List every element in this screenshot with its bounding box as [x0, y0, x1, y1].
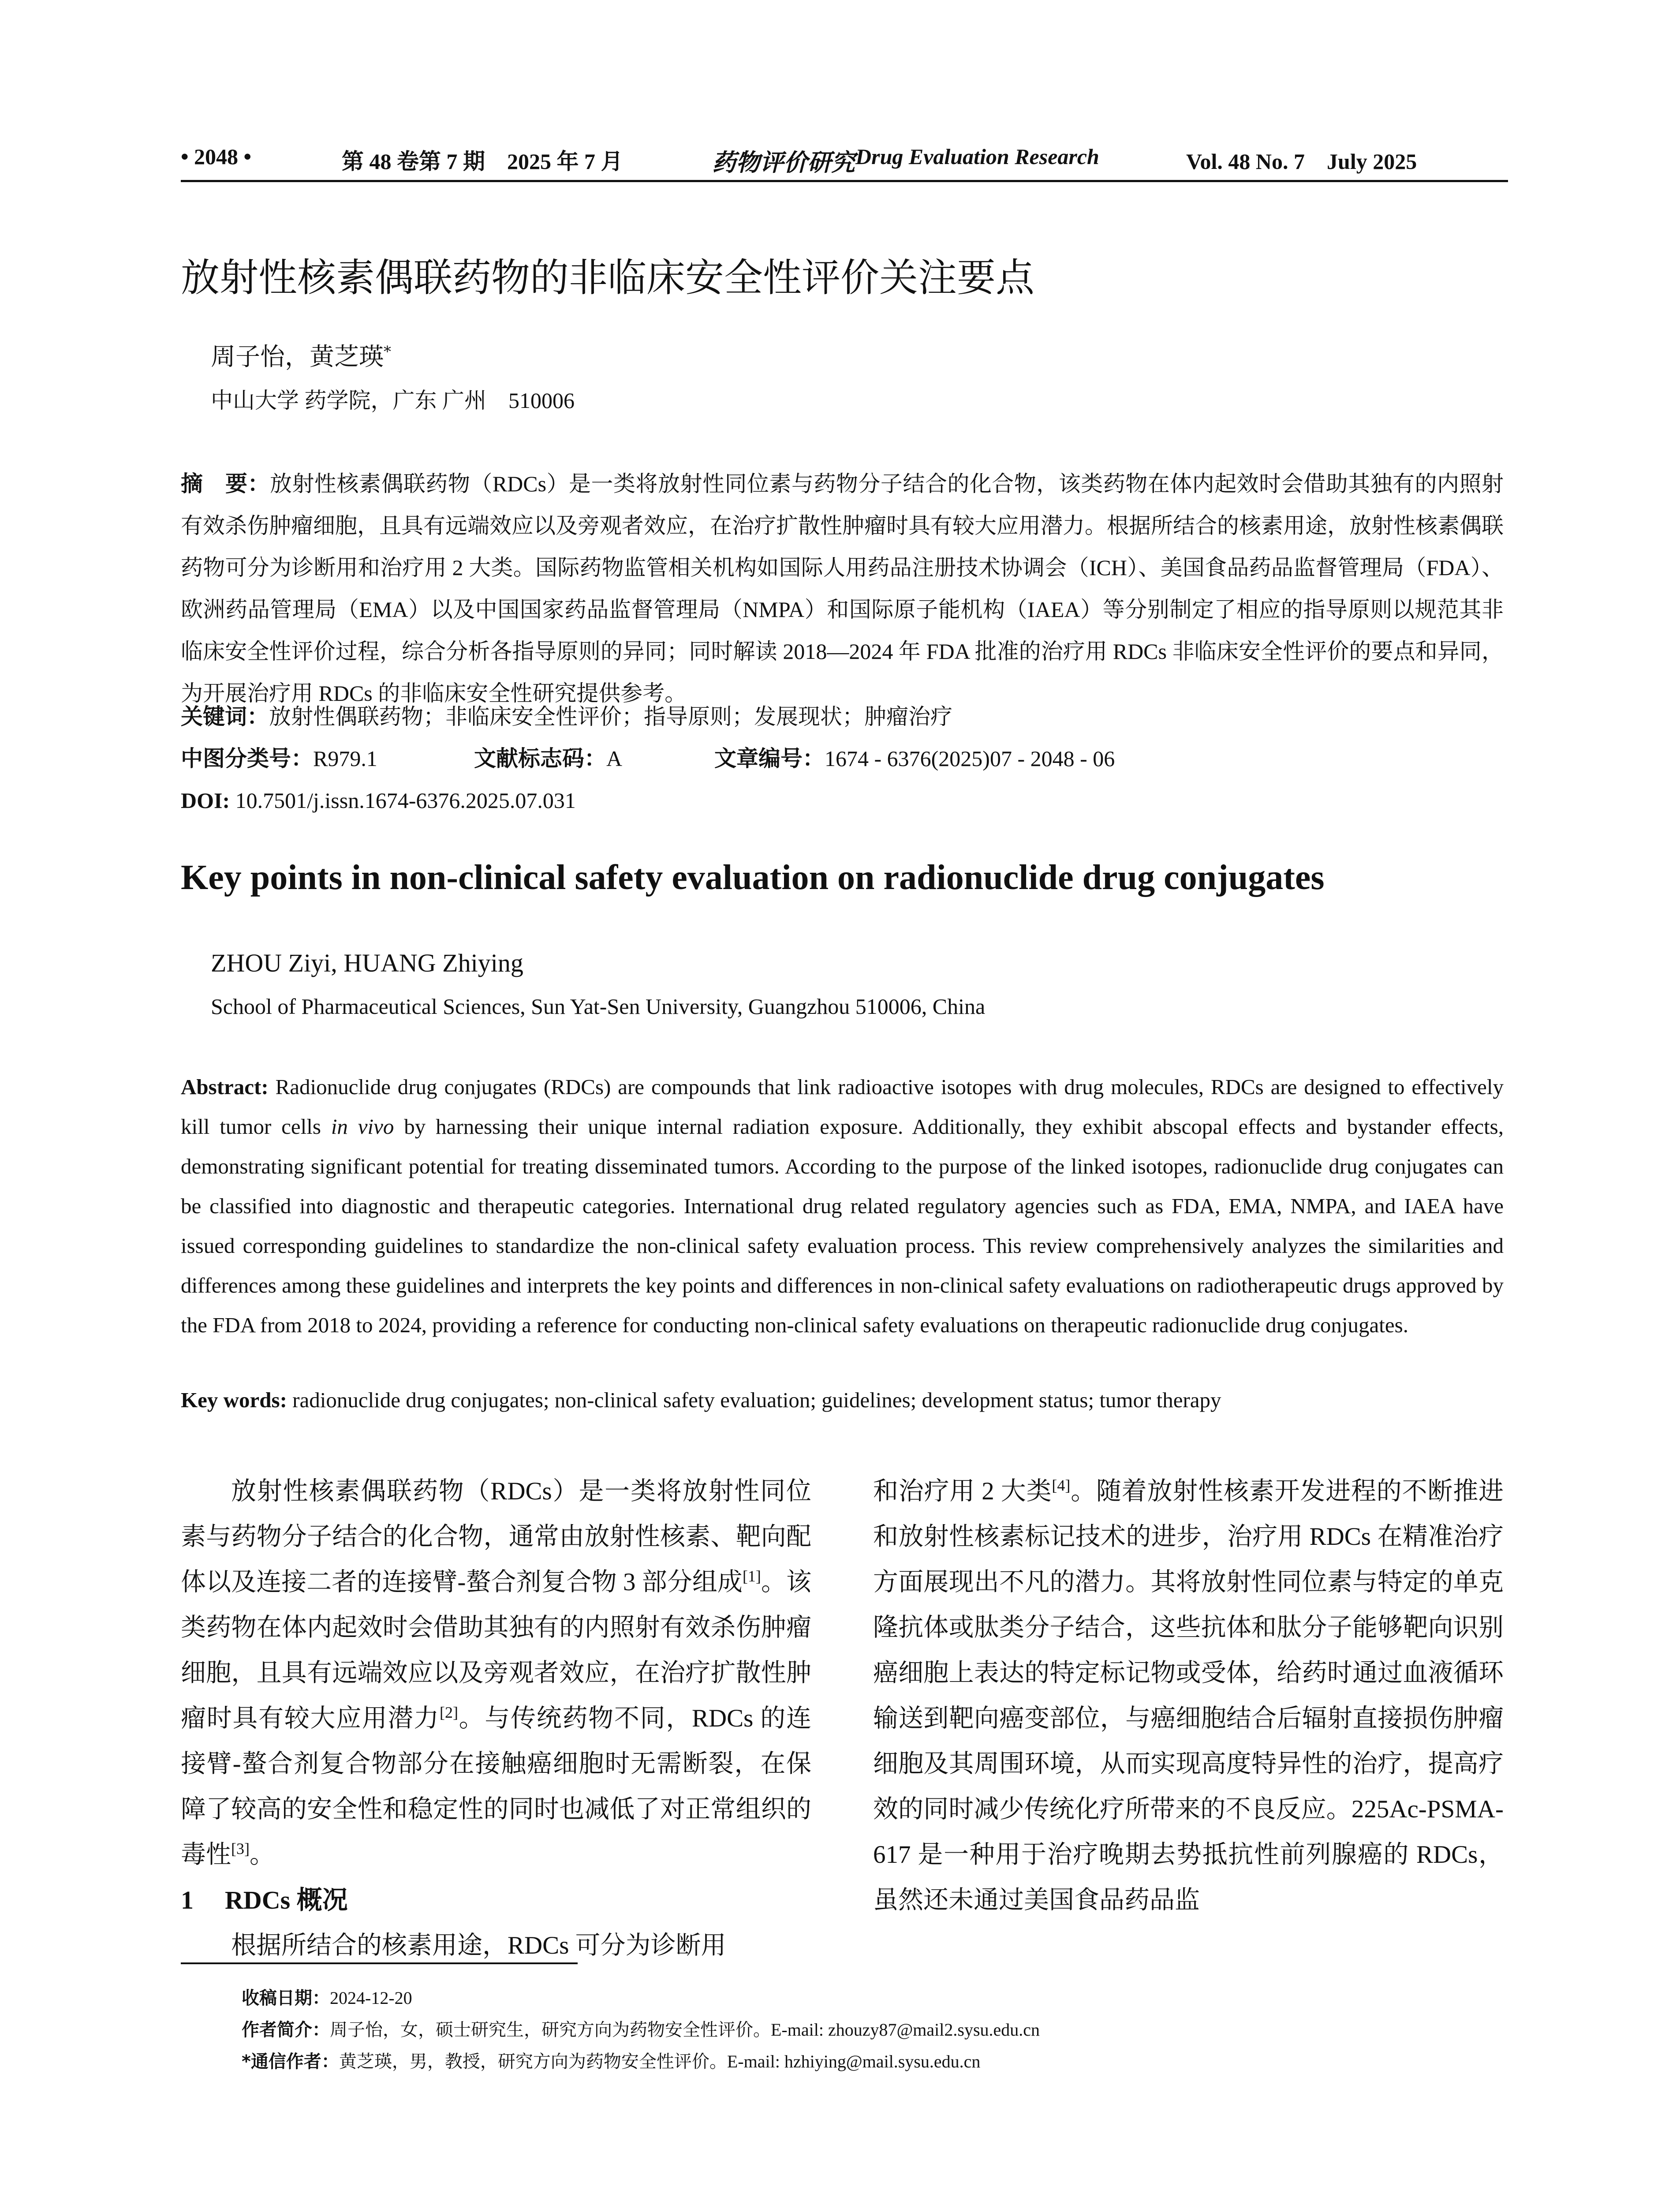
body-text: 。该类药物在体内起效时会借助其独有的内照射有效杀伤肿瘤细胞，且具有远端效应以及旁观者效应，在治疗扩散性肿瘤时具有较大应用潜力: [181, 1568, 812, 1732]
clc-number: [181, 738, 377, 780]
footnote-corresponding: [242, 2046, 1512, 2078]
authors-cn: [211, 337, 391, 373]
journal-name-en: Drug Evaluation Research: [855, 144, 1099, 169]
author-bio-label: 作者简介：: [242, 2020, 330, 2040]
citation-ref[interactable]: [2]: [440, 1704, 458, 1721]
article-no-label: 文章编号：: [714, 746, 825, 771]
authors-en: ZHOU Ziyi, HUANG Zhiying: [211, 949, 523, 977]
author-bio-value: 周子怡，女，硕士研究生，研究方向为药物安全性评价。E-mail: zhouzy87@mail2.sysu.edu.cn: [330, 2020, 1040, 2040]
keywords-text-cn: 放射性偶联药物；非临床安全性评价；指导原则；发展现状；肿瘤治疗: [269, 704, 952, 729]
keywords-cn: [181, 696, 1504, 738]
keywords-label-en: Key words:: [181, 1388, 287, 1412]
body-column-right: [873, 1469, 1504, 1923]
body-paragraph: [181, 1469, 811, 1877]
section-heading: [181, 1877, 811, 1923]
keywords-label-cn: 关键词：: [181, 704, 269, 729]
corresponding-value: 黄芝瑛，男，教授，研究方向为药物安全性评价。E-mail: hzhiying@mail.sysu.edu.cn: [339, 2052, 981, 2071]
received-label: 收稿日期：: [242, 1988, 330, 2008]
affiliation-cn: 中山大学 药学院，广东 广州 510006: [211, 388, 575, 413]
footnote-divider: [181, 1962, 578, 1964]
keywords-en: [181, 1380, 1504, 1420]
body-text: 。与传统药物不同，RDCs 的连接臂-螯合剂复合物部分在接触癌细胞时无需断裂，在保障了较高的安全性和稳定性的同时也减低了对正常组织的毒性: [181, 1704, 812, 1869]
doi-link[interactable]: 10.7501/j.issn.1674-6376.2025.07.031: [230, 788, 576, 813]
abstract-italic-term: in vivo: [331, 1114, 394, 1139]
page-number: • 2048 •: [181, 144, 252, 169]
body-text: 和治疗用 2 大类: [873, 1477, 1052, 1505]
received-value: 2024-12-20: [330, 1988, 412, 2008]
issue-info-cn: 第 48 卷第 7 期 2025 年 7 月: [342, 149, 623, 174]
journal-logo-cn: 药物评价研究: [712, 149, 855, 176]
footnote-received: [242, 1982, 1512, 2014]
abstract-en: [181, 1067, 1504, 1345]
body-paragraph: 根据所结合的核素用途，RDCs 可分为诊断用: [231, 1932, 726, 1959]
abstract-text-cn: 放射性核素偶联药物（RDCs）是一类将放射性同位素与药物分子结合的化合物，该类药物在体内起效时会借助其独有的内照射有效杀伤肿瘤细胞，且具有远端效应以及旁观者效应，在治疗扩散性肿瘤时具有较大应用潜力。根据所结合的核素用途，放射性核素偶联药物可分为诊断用和治疗用 2 大类。国际药物监管相关机构如国际人用药品注册技术协调会（ICH）、美国食品药品监督管理局（FDA）、欧洲药品管理局（EMA）以及中国国家药品监督管理局（NMPA）和国际原子能机构（IAEA）等分别制定了相应的指导原则以规范其非临床安全性评价过程，综合分析各指导原则的异同；同时解读 2018—2024 年 FDA 批准的治疗用 RDCs 非临床安全性评价的要点和异同，为开展治疗用 RDCs 的非临床安全性研究提供参考。: [181, 471, 1504, 706]
body-paragraph: [873, 1469, 1504, 1923]
body-column-left: [181, 1469, 811, 1968]
citation-ref[interactable]: [1]: [742, 1567, 761, 1585]
citation-ref[interactable]: [4]: [1052, 1476, 1071, 1494]
article-title-en: Key points in non-clinical safety evaluation on radionuclide drug conjugates: [181, 858, 1325, 897]
footnote-author: [242, 2014, 1512, 2046]
corresponding-label: *通信作者：: [242, 2052, 339, 2072]
abstract-text-en-part2: by harnessing their unique internal radiation exposure. Additionally, they exhibit abscopal effects and bystander effects, demonstrating significant potential for treating disseminated tumors. According to the purpose of the linked isotopes, radionuclide drug conjugates can be classified into diagnostic and therapeutic categories. International drug related regulatory agencies such as FDA, EMA, NMPA, and IAEA have issued corresponding guidelines to standardize the non-clinical safety evaluation process. This review comprehensively analyzes the similarities and differences among these guidelines and interprets the key points and differences in non-clinical safety evaluations on radiotherapeutic drugs approved by the FDA from 2018 to 2024, providing a reference for conducting non-clinical safety evaluations on therapeutic radionuclide drug conjugates.: [181, 1114, 1504, 1337]
body-text: 。: [249, 1841, 275, 1869]
doi-line: [181, 780, 576, 822]
classification-line: [181, 738, 1504, 780]
author-names-cn: 周子怡，黄芝瑛: [211, 343, 384, 371]
doc-code-label: 文献标志码：: [474, 746, 606, 771]
issue-info-en: Vol. 48 No. 7 July 2025: [1186, 149, 1417, 174]
abstract-cn: [181, 463, 1504, 714]
section-title: RDCs 概况: [225, 1886, 348, 1914]
body-text: 。随着放射性核素开发进程的不断推进和放射性核素标记技术的进步，治疗用 RDCs 在精准治疗方面展现出不凡的潜力。其将放射性同位素与特定的单克隆抗体或肽类分子结合，这些抗体和肽分子能够靶向识别癌细胞上表达的特定标记物或受体，给药时通过血液循环输送到靶向癌变部位，与癌细胞结合后辐射直接损伤肿瘤细胞及其周围环境，从而实现高度特异性的治疗，提高疗效的同时减少传统化疗所带来的不良反应。225Ac-PSMA-617 是一种用于治疗晚期去势抵抗性前列腺癌的 RDCs，虽然还未通过美国食品药品监: [873, 1477, 1504, 1914]
doi-label: DOI:: [181, 788, 230, 813]
running-header: [181, 140, 1508, 182]
section-number: 1: [181, 1886, 194, 1914]
abstract-label-en: Abstract:: [181, 1075, 269, 1099]
keywords-text-en: radionuclide drug conjugates; non-clinical safety evaluation; guidelines; development status; tumor therapy: [287, 1388, 1221, 1412]
citation-ref[interactable]: [3]: [231, 1840, 250, 1857]
footnotes: [242, 1982, 1512, 2078]
corresponding-mark: *: [384, 343, 391, 361]
doc-code-value: A: [606, 746, 623, 771]
clc-value: R979.1: [313, 746, 377, 771]
article-no-value: 1674 - 6376(2025)07 - 2048 - 06: [825, 746, 1115, 771]
clc-label: 中图分类号：: [181, 746, 313, 771]
article-number: [714, 738, 1115, 780]
document-code: [474, 738, 622, 780]
body-text: 放射性核素偶联药物（RDCs）是一类将放射性同位素与药物分子结合的化合物，通常由放射性核素、靶向配体以及连接二者的连接臂-螯合剂复合物 3 部分组成: [181, 1477, 811, 1596]
article-title-cn: 放射性核素偶联药物的非临床安全性评价关注要点: [181, 255, 1035, 300]
abstract-text-en-part1: Radionuclide drug conjugates (RDCs) are compounds that link radioactive isotopes with drug molecules, RDCs are designed to effectively kill tumor cells: [181, 1075, 1504, 1139]
affiliation-en: School of Pharmaceutical Sciences, Sun Yat-Sen University, Guangzhou 510006, China: [211, 994, 986, 1019]
abstract-label-cn: 摘 要：: [181, 471, 270, 497]
